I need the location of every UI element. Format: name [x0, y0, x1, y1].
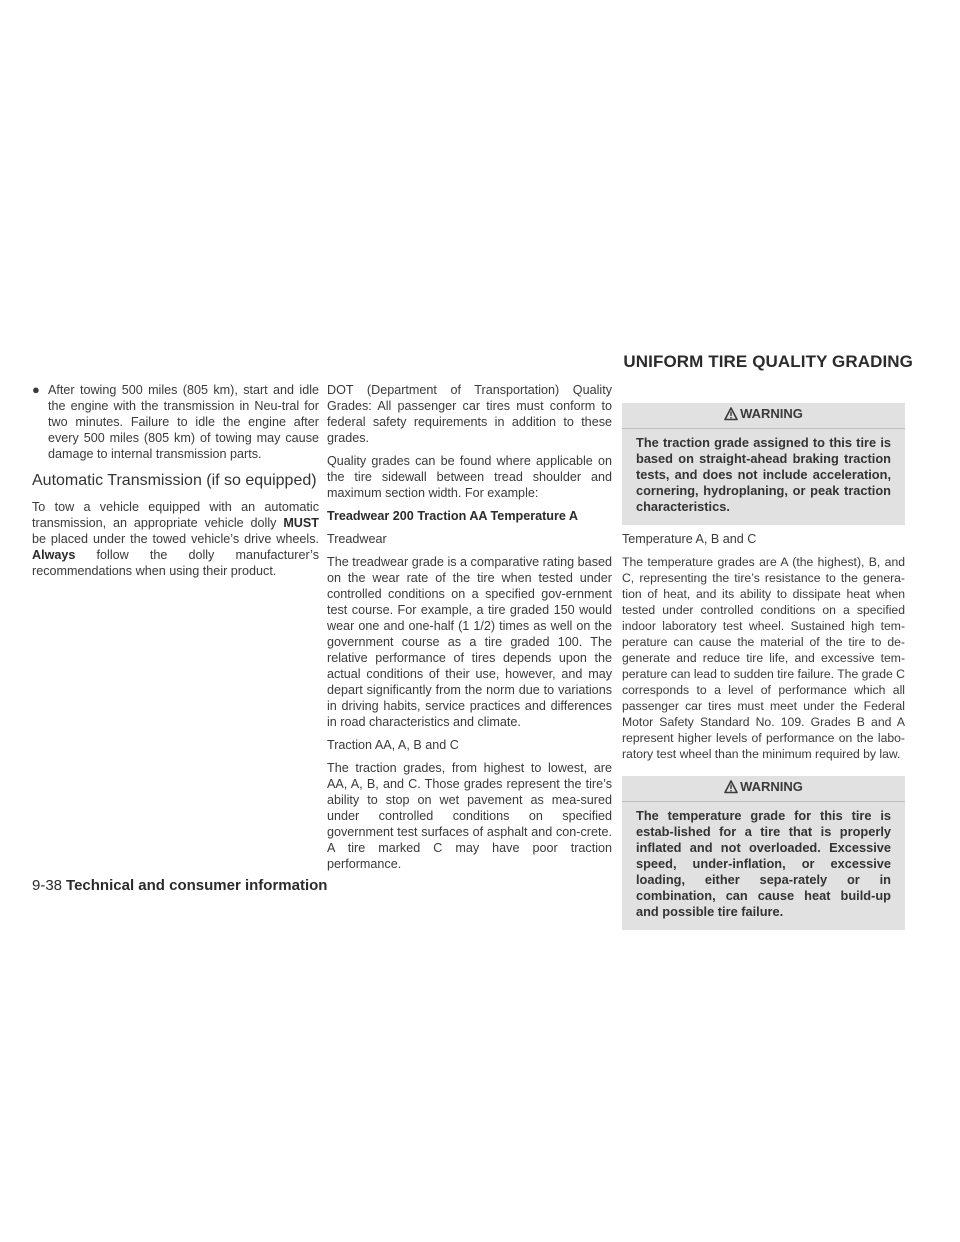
- temperature-paragraph: The temperature grades are A (the highest), B, and C, representing the tire’s resistance to the genera-tion of heat, and its ability to dissipate heat when tested under controlled conditions on a specified indoor laboratory test wheel. Sustained high tem-perature can cause the material of the tire to de-generate and reduce tire life, and excessive tem-perature can lead to sudden tire failure. The grade C corresponds to a level of performance which all passenger car tires must meet under the Federal Motor Safety Standard No. 109. Grades B and A represent higher levels of performance on the labo-ratory test wheel than the minimum required by law.: [622, 555, 905, 761]
- towing-text-2: be placed under the towed vehicle’s drive wheels.: [32, 532, 319, 546]
- quality-grades-paragraph: Quality grades can be found where applicable on the tire sidewall between tread shoulder and maximum section width. For example:: [327, 454, 612, 500]
- footer-section-name: Technical and consumer information: [66, 877, 328, 894]
- warning-divider: [622, 801, 905, 802]
- warning-box-temperature: [622, 776, 905, 930]
- warning-header: [636, 776, 891, 801]
- section-title: UNIFORM TIRE QUALITY GRADING: [623, 352, 913, 371]
- warning-label: WARNING: [740, 406, 803, 421]
- emphasis-must: MUST: [283, 516, 319, 530]
- temperature-heading: Temperature A, B and C: [622, 532, 757, 546]
- warning-divider: [622, 428, 905, 429]
- bullet-text: After towing 500 miles (805 km), start and idle the engine with the transmission in Neu-tral for two minutes. Failure to idle the engine after every 500 miles (805 km) of towing may cause damage to internal transmission parts.: [48, 383, 319, 461]
- column-2: [327, 382, 612, 879]
- example-grade: Treadwear 200 Traction AA Temperature A: [327, 509, 579, 523]
- towing-paragraph: [32, 499, 319, 579]
- page-number: 9-38: [32, 877, 63, 894]
- warning-text: The temperature grade for this tire is estab-lished for a tire that is properly inflated and not overloaded. Excessive speed, under-inflation, or excessive loading, either sepa-rately or in combination, can cause heat build-up and possible tire failure.: [636, 808, 891, 919]
- warning-box-traction: [622, 403, 905, 525]
- treadwear-heading: Treadwear: [327, 532, 387, 546]
- traction-heading: Traction AA, A, B and C: [327, 738, 459, 752]
- column-3: [622, 403, 905, 936]
- treadwear-paragraph: The treadwear grade is a comparative rating based on the wear rate of the tire when tested under controlled conditions on a specified gov-ernment test course. For example, a tire graded 150 would wear one and one-half (1 1/2) times as well on the government course as a tire graded 100. The relative performance of tires depends upon the actual conditions of their use, however, and may depart significantly from the norm due to variations in driving habits, service practices and differences in road characteristics and climate.: [327, 555, 612, 729]
- dot-paragraph: DOT (Department of Transportation) Quality Grades: All passenger car tires must conform to federal safety requirements in addition to these grades.: [327, 383, 612, 445]
- subheading-automatic-transmission: Automatic Transmission (if so equipped): [32, 472, 317, 489]
- page-footer: [32, 877, 327, 894]
- warning-text: The traction grade assigned to this tire is based on straight-ahead braking traction tests, and does not include acceleration, cornering, hydroplaning, or peak traction characteristics.: [636, 435, 891, 514]
- warning-triangle-icon: [724, 407, 738, 421]
- towing-text-3: follow the dolly manufacturer’s recommendations when using their product.: [32, 548, 319, 578]
- warning-label: WARNING: [740, 779, 803, 794]
- emphasis-always: Always: [32, 548, 76, 562]
- column-1: [32, 382, 319, 586]
- warning-header: [636, 403, 891, 428]
- towing-text-1: To tow a vehicle equipped with an automatic transmission, an appropriate vehicle dolly: [32, 500, 319, 530]
- bullet-icon: ●: [32, 382, 40, 397]
- traction-paragraph: The traction grades, from highest to lowest, are AA, A, B, and C. Those grades represent the tire’s ability to stop on wet pavement as mea-sured under controlled conditions on specified government test surfaces of asphalt and con-crete. A tire marked C may have poor traction performance.: [327, 761, 612, 871]
- warning-triangle-icon: [724, 780, 738, 794]
- bullet-item: [32, 382, 319, 462]
